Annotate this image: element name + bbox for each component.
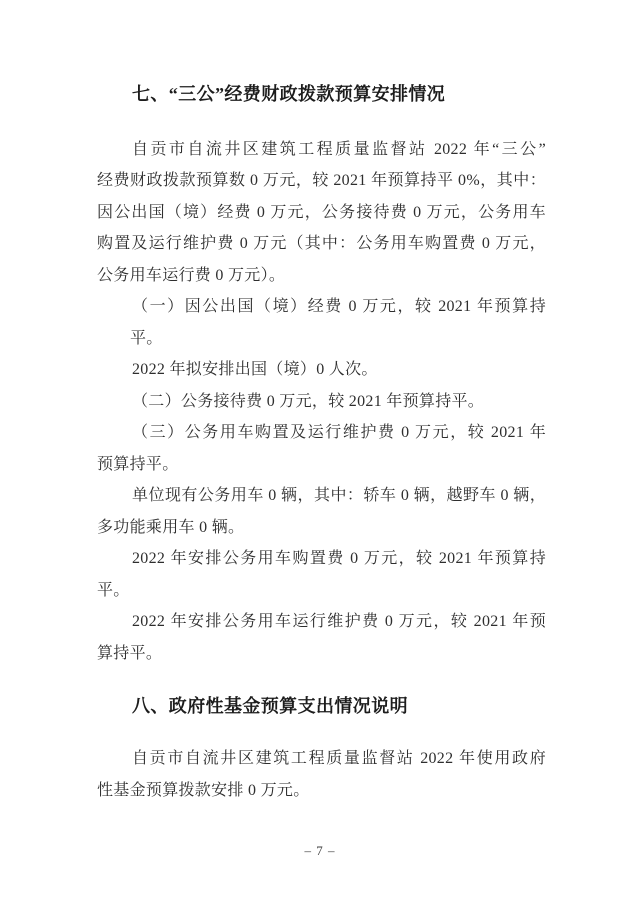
text-line: 性基金预算拨款安排 0 万元。 <box>97 782 310 799</box>
text-line: 多功能乘用车 0 辆。 <box>97 519 245 536</box>
text-line: （二）公务接待费 0 万元，较 2021 年预算持平。 <box>132 393 485 410</box>
text-line: 公务用车运行费 0 万元）。 <box>97 267 286 284</box>
section-heading: 八、政府性基金预算支出情况说明 <box>132 696 408 716</box>
text-line: 2022 年安排公务用车购置费 0 万元，较 2021 年预算持 <box>132 550 546 567</box>
text-line: 平。 <box>130 330 163 347</box>
section-heading: 七、“三公”经费财政拨款预算安排情况 <box>132 84 446 104</box>
text-line: 预算持平。 <box>97 456 179 473</box>
text-line: 2022 年拟安排出国（境）0 人次。 <box>132 361 378 378</box>
text-line: 平。 <box>97 582 130 599</box>
text-line: 2022 年安排公务用车运行维护费 0 万元，较 2021 年预 <box>132 613 546 630</box>
text-line: （三）公务用车购置及运行维护费 0 万元，较 2021 年 <box>132 424 546 441</box>
text-line: 自贡市自流井区建筑工程质量监督站 2022 年“三公” <box>132 141 546 158</box>
text-line: 自贡市自流井区建筑工程质量监督站 2022 年使用政府 <box>132 750 546 767</box>
text-line: 算持平。 <box>97 645 163 662</box>
text-line: 购置及运行维护费 0 万元（其中：公务用车购置费 0 万元， <box>97 235 546 252</box>
text-line: （一）因公出国（境）经费 0 万元，较 2021 年预算持 <box>132 298 546 315</box>
text-line: 单位现有公务用车 0 辆，其中：轿车 0 辆，越野车 0 辆， <box>132 487 546 504</box>
page-number: – 7 – <box>304 843 336 858</box>
text-line: 因公出国（境）经费 0 万元，公务接待费 0 万元，公务用车 <box>97 204 546 221</box>
text-line: 经费财政拨款预算数 0 万元，较 2021 年预算持平 0%，其中： <box>97 172 546 189</box>
